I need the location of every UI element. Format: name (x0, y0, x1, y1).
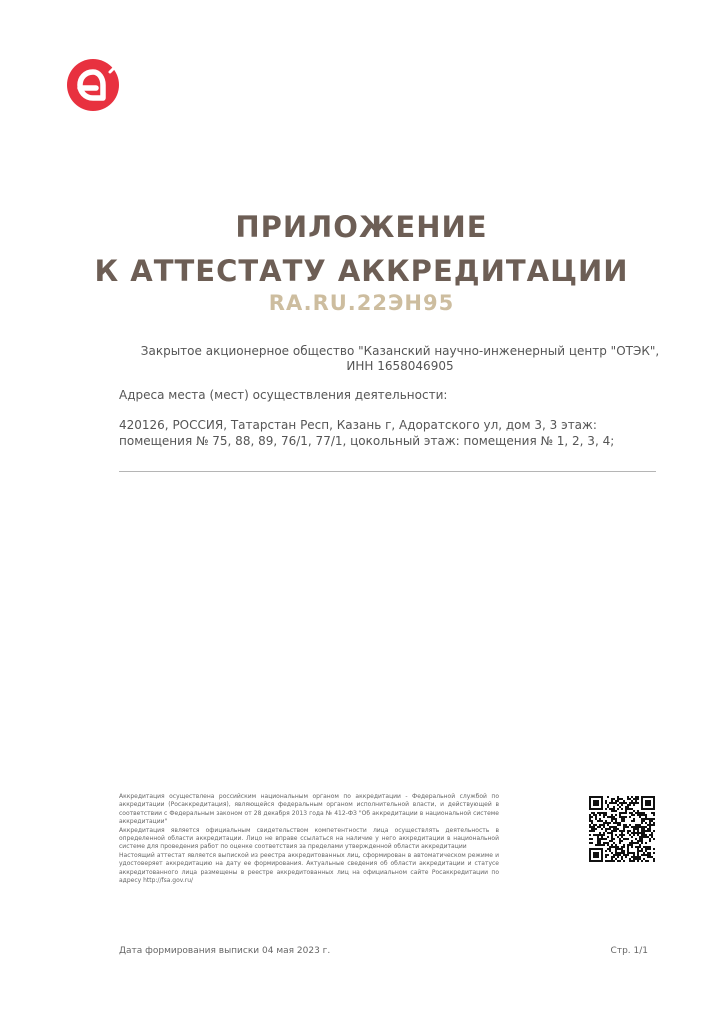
addresses-heading: Адреса места (мест) осуществления деятельности: (119, 388, 448, 402)
generation-date: Дата формирования выписки 04 мая 2023 г. (119, 946, 331, 956)
legal-paragraph-1: Аккредитация осуществлена российским национальным органом по аккредитации - Федеральной службой по аккредитации (Росаккредитация), являющейся федеральным органом исполнительной власти, и действующей в соответствии с Федеральным законом от 28 декабря 2013 года № 412-ФЗ "Об аккредитации в национальной системе аккредитации" (119, 793, 499, 826)
legal-paragraph-2: Аккредитация является официальным свидетельством компетентности лица осуществлять деятельность в определенной области аккредитации. Лицо не вправе ссылаться на наличие у него аккредитации в национальной системе для проведения работ по оценке соответствия за пределами утвержденной области аккредитации (119, 826, 499, 851)
divider (119, 471, 656, 472)
registration-number: RA.RU.22ЭН95 (268, 291, 455, 315)
organization-name: Закрытое акционерное общество "Казанский научно-инженерный центр "ОТЭК", ИНН 1658046905 (140, 344, 660, 373)
accreditation-logo-icon (66, 58, 120, 112)
legal-paragraph-3: Настоящий аттестат является выпиской из реестра аккредитованных лиц, сформирован в автоматическом режиме и удостоверяет аккредитацию на дату ее формирования. Актуальные сведения об области аккредитации и статусе аккредитованного лица размещены в реестре аккредитованных лиц на официальном сайте Росаккредитации по адресу http://fsa.gov.ru/ (119, 851, 499, 885)
page-number: Стр. 1/1 (610, 946, 648, 956)
legal-notice (119, 793, 499, 885)
addresses-text: 420126, РОССИЯ, Татарстан Респ, Казань г, Адоратского ул, дом 3, 3 этаж: помещения № 75, 88, 89, 76/1, 77/1, цокольный этаж: помещения № 1, 2, 3, 4; (119, 418, 615, 448)
title-line-1: ПРИЛОЖЕНИЕ (235, 210, 488, 244)
qr-code-icon (589, 796, 655, 862)
title-line-2: К АТТЕСТАТУ АККРЕДИТАЦИИ (94, 254, 629, 288)
